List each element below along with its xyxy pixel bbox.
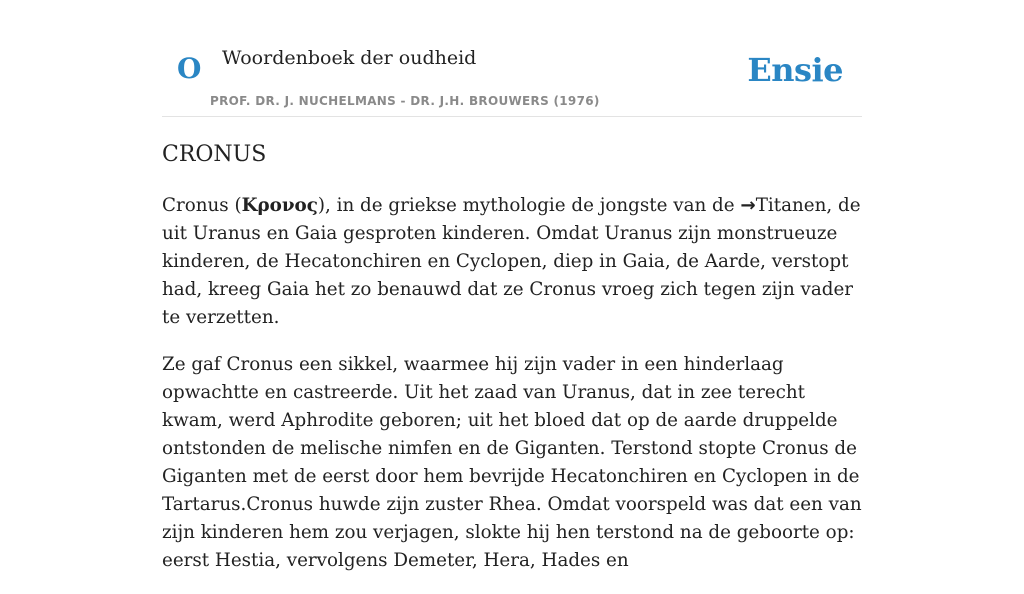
- p1-text-end: , de uit Uranus en Gaia gesproten kinderen. Omdat Uranus zijn monstrueuze kinderen, de Hecatonchiren en Cyclopen, diep in Gaia, de Aarde, verstopt had, kreeg Gaia het zo benauwd dat ze Cronus vroeg zich tegen zijn vader te verzetten.: [162, 195, 861, 328]
- p1-text-middle: ), in de griekse mythologie de jongste van de: [317, 195, 741, 216]
- titanen-link-label: Titanen: [755, 195, 827, 216]
- book-title[interactable]: Woordenboek der oudheid: [222, 47, 477, 69]
- titanen-link[interactable]: [740, 195, 826, 216]
- paragraph-1: [162, 192, 864, 332]
- book-authors: PROF. DR. J. NUCHELMANS - DR. J.H. BROUWERS (1976): [210, 94, 600, 108]
- entry-title: CRONUS: [162, 142, 267, 167]
- book-header: [162, 0, 862, 117]
- ensie-logo[interactable]: Ensie: [747, 51, 843, 89]
- p1-text-start: Cronus (: [162, 195, 242, 216]
- arrow-right-icon: →: [740, 195, 756, 216]
- entry-content: [162, 192, 864, 594]
- paragraph-2: Ze gaf Cronus een sikkel, waarmee hij zijn vader in een hinderlaag opwachtte en castreerde. Uit het zaad van Uranus, dat in zee terecht kwam, werd Aphrodite geboren; uit het bloed dat op de aarde druppelde ontstonden de melische nimfen en de Giganten. Terstond stopte Cronus de Giganten met de eerst door hem bevrijde Hecatonchiren en Cyclopen in de Tartarus.Cronus huwde zijn zuster Rhea. Omdat voorspeld was dat een van zijn kinderen hem zou verjagen, slokte hij hen terstond na de geboorte op: eerst Hestia, vervolgens Demeter, Hera, Hades en: [162, 354, 862, 571]
- greek-name: Κρονος: [241, 195, 318, 216]
- book-logo-letter[interactable]: O: [177, 52, 202, 85]
